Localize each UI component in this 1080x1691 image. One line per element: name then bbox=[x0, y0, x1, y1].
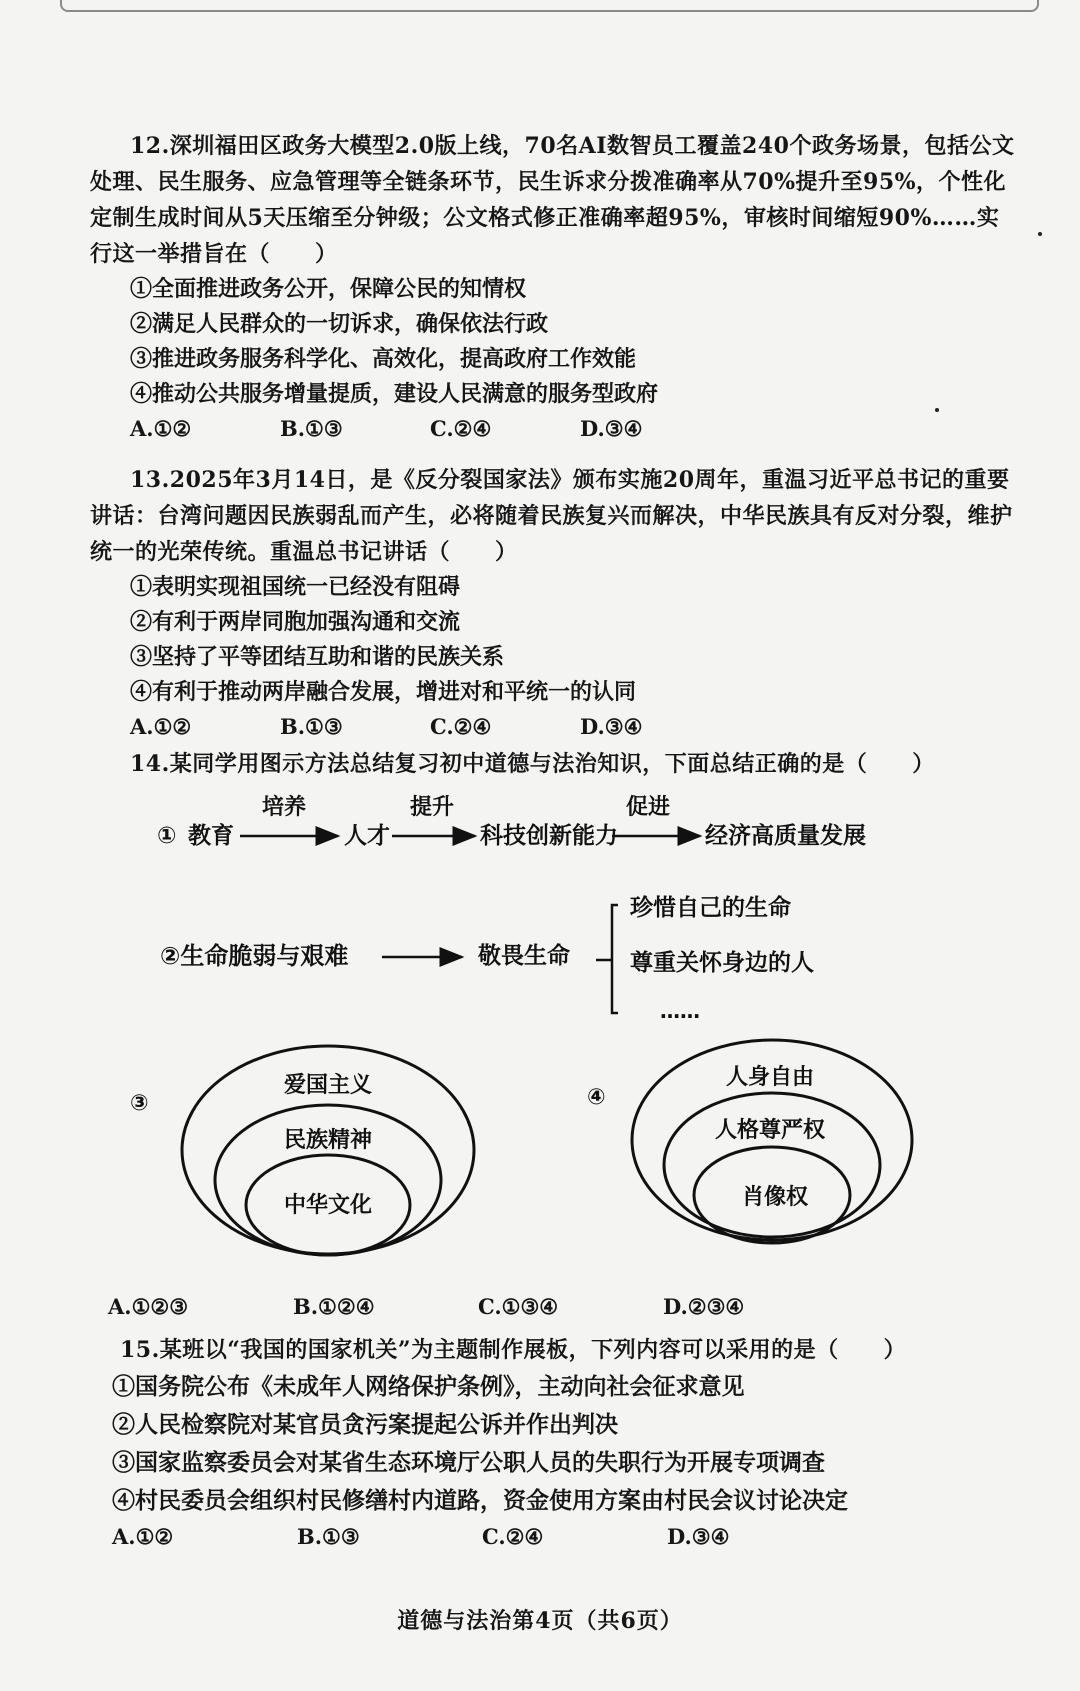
choice-b[interactable]: B.①③ bbox=[297, 1524, 360, 1549]
question-13-option-2: ②有利于两岸同胞加强沟通和交流 bbox=[130, 609, 461, 635]
question-14-choices-wrap bbox=[68, 1290, 998, 1324]
diagram-4-outer-text: 人身自由 bbox=[725, 1065, 815, 1090]
choice-b[interactable]: B.①③ bbox=[280, 416, 343, 441]
choice-a[interactable]: A.①② bbox=[112, 1524, 174, 1549]
choice-c[interactable]: C.②④ bbox=[430, 714, 492, 739]
question-12-stem: 12.深圳福田区政务大模型2.0版上线，70名AI数智员工覆盖240个政务场景，包括公文处理、民生服务、应急管理等全链条环节，民生诉求分拨准确率从70%提升至95%，个性化定制生成时间从5天压缩至分钟级；公文格式修正准确率超95%，审核时间缩短90%……实行这一举措旨在（ ） bbox=[90, 133, 1015, 267]
diagram-2-flow bbox=[160, 894, 814, 1023]
diagram-3-outer-circle bbox=[182, 1046, 474, 1254]
diagram-1-node-economy: 经济高质量发展 bbox=[705, 823, 866, 849]
question-12-choices bbox=[90, 412, 1020, 446]
diagram-1-label: ① bbox=[157, 823, 177, 849]
diagram-1-arrow-label-2: 提升 bbox=[410, 795, 455, 820]
choice-d[interactable]: D.③④ bbox=[580, 416, 643, 441]
diagram-2-brace bbox=[612, 905, 618, 1013]
diagram-4-inner-circle bbox=[694, 1147, 850, 1243]
choice-d[interactable]: D.③④ bbox=[667, 1524, 730, 1549]
diagram-4-label: ④ bbox=[587, 1085, 606, 1110]
diagram-1-arrow-label-1: 培养 bbox=[262, 795, 307, 820]
diagram-3-middle-circle bbox=[215, 1105, 441, 1255]
question-13-option-1: ①表明实现祖国统一已经没有阻碍 bbox=[130, 574, 461, 600]
question-12-option-4: ④推动公共服务增量提质，建设人民满意的服务型政府 bbox=[130, 381, 659, 407]
choice-a[interactable]: A.①② bbox=[130, 714, 192, 739]
choice-a[interactable]: A.①② bbox=[130, 416, 192, 441]
question-12-option-2: ②满足人民群众的一切诉求，确保依法行政 bbox=[130, 311, 549, 337]
diagram-3-middle-text: 民族精神 bbox=[283, 1128, 373, 1153]
question-14-choices bbox=[68, 1290, 998, 1324]
choice-d[interactable]: D.②③④ bbox=[663, 1294, 745, 1319]
question-15-option-4: ④村民委员会组织村民修缮村内道路，资金使用方案由村民会议讨论决定 bbox=[112, 1487, 848, 1514]
question-12-option-3: ③推进政务服务科学化、高效化，提高政府工作效能 bbox=[130, 346, 637, 372]
diagram-4-nested-circles bbox=[587, 1040, 912, 1243]
diagram-4-middle-text: 人格尊严权 bbox=[714, 1118, 826, 1143]
choice-b[interactable]: B.①②④ bbox=[293, 1294, 375, 1319]
scan-speck bbox=[935, 408, 939, 412]
diagram-4-inner-text: 肖像权 bbox=[741, 1185, 809, 1210]
question-13-choices bbox=[90, 710, 1020, 744]
choice-c[interactable]: C.②④ bbox=[430, 416, 492, 441]
diagram-3-nested-circles bbox=[130, 1046, 474, 1255]
diagram-2-branch-3: …… bbox=[660, 999, 700, 1023]
question-12-option-1: ①全面推进政务公开，保障公民的知情权 bbox=[130, 276, 527, 302]
diagram-3-inner-text: 中华文化 bbox=[283, 1193, 373, 1218]
choice-c[interactable]: C.①③④ bbox=[478, 1294, 559, 1319]
question-13-stem: 13.2025年3月14日，是《反分裂国家法》颁布实施20周年，重温习近平总书记的重要讲话：台湾问题因民族弱乱而产生，必将随着民族复兴而解决，中华民族具有反对分裂，维护统一的光荣传统。重温总书记讲话（ ） bbox=[90, 467, 1013, 565]
question-13 bbox=[90, 462, 1020, 744]
question-14-stem: 14.某同学用图示方法总结复习初中道德与法治知识，下面总结正确的是（ ） bbox=[130, 751, 935, 777]
question-15-stem: 15.某班以“我国的国家机关”为主题制作展板，下列内容可以采用的是（ ） bbox=[120, 1337, 907, 1363]
diagram-1-arrow-label-3: 促进 bbox=[626, 795, 671, 820]
question-15-option-1: ①国务院公布《未成年人网络保护条例》，主动向社会征求意见 bbox=[112, 1373, 745, 1400]
page-footer: 道德与法治第4页（共6页） bbox=[397, 1608, 683, 1634]
diagram-1-node-innovation: 科技创新能力 bbox=[480, 823, 618, 849]
diagram-3-label: ③ bbox=[130, 1091, 149, 1116]
question-15-choices bbox=[100, 1520, 1000, 1554]
question-15-option-3: ③国家监察委员会对某省生态环境厅公职人员的失职行为开展专项调查 bbox=[112, 1449, 825, 1476]
page-top-border bbox=[60, 0, 1039, 12]
question-13-option-3: ③坚持了平等团结互助和谐的民族关系 bbox=[130, 644, 505, 670]
diagram-4-outer-circle bbox=[632, 1040, 912, 1240]
question-12 bbox=[90, 128, 1020, 446]
question-14 bbox=[90, 746, 1020, 782]
scan-speck bbox=[1038, 232, 1042, 236]
diagram-2-branch-2: 尊重关怀身边的人 bbox=[630, 950, 814, 976]
question-13-option-4: ④有利于推动两岸融合发展，增进对和平统一的认同 bbox=[130, 679, 637, 705]
diagram-3-outer-text: 爱国主义 bbox=[283, 1073, 373, 1098]
choice-c[interactable]: C.②④ bbox=[482, 1524, 544, 1549]
diagram-2-node-life: ②生命脆弱与艰难 bbox=[160, 942, 349, 970]
choice-a[interactable]: A.①②③ bbox=[108, 1294, 189, 1319]
question-15 bbox=[100, 1332, 1000, 1554]
diagram-1-flow bbox=[157, 794, 866, 849]
diagram-4-middle-circle bbox=[664, 1093, 880, 1237]
choice-d[interactable]: D.③④ bbox=[580, 714, 643, 739]
diagram-2-node-respect: 敬畏生命 bbox=[478, 943, 570, 969]
diagram-3-inner-circle bbox=[246, 1155, 410, 1255]
question-15-option-2: ②人民检察院对某官员贪污案提起公诉并作出判决 bbox=[112, 1411, 618, 1438]
diagram-1-node-talent: 人才 bbox=[344, 823, 390, 849]
choice-b[interactable]: B.①③ bbox=[280, 714, 343, 739]
diagram-2-branch-1: 珍惜自己的生命 bbox=[630, 895, 791, 921]
diagram-1-node-education: 教育 bbox=[188, 823, 234, 849]
